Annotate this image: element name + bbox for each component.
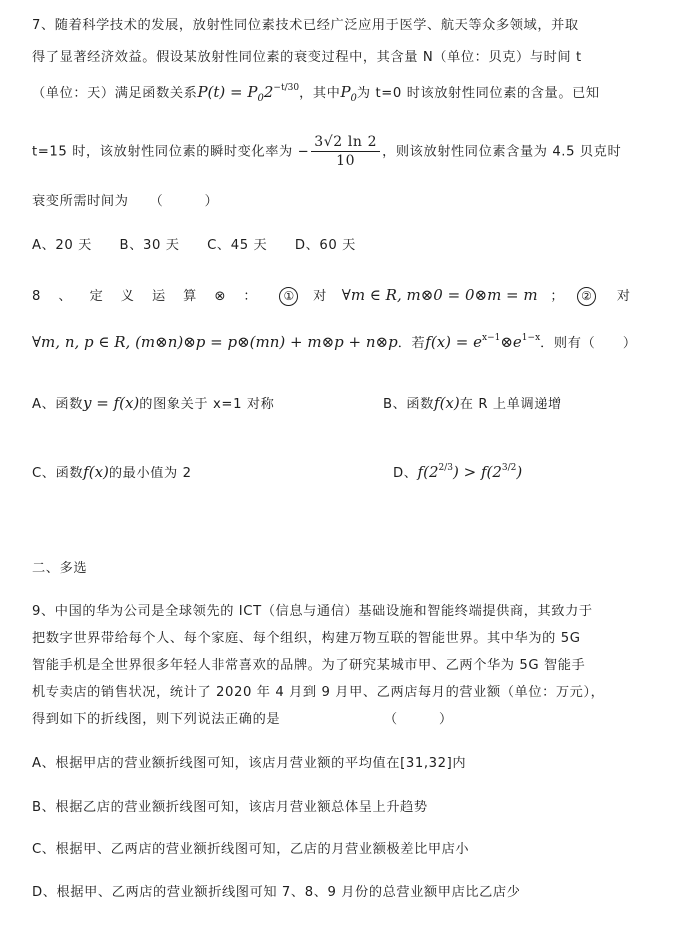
section-heading: 二、多选 xyxy=(32,561,88,576)
q8-text: ．则有（ ） xyxy=(540,336,637,351)
q7-text: 为 t=0 时该放射性同位素的含量。已知 xyxy=(356,86,600,101)
q7-text: ，其中 xyxy=(299,86,341,101)
q9-line-1: 9、中国的华为公司是全球领先的 ICT（信息与通信）基础设施和智能终端提供商，其致力于 xyxy=(32,604,593,619)
q8-rule-2: ∀m, n, p ∈ R, (m⊗n)⊗p = p⊗(mn) + m⊗p + n⊗p xyxy=(32,333,398,351)
q7-options: A、20 天 B、30 天 C、45 天 D、60 天 xyxy=(32,238,356,253)
q8-function: $f(x) = e^{x-1}\otimes e^{1-x}$ xyxy=(425,333,541,351)
q7-fraction: $\frac{3√2 \ln 2}{10}$ xyxy=(311,134,380,169)
q7-line-3 xyxy=(32,82,600,104)
q8-option-c: C、函数f(x)的最小值为 2 xyxy=(32,463,192,481)
q7-text: t=15 时，该放射性同位素的瞬时变化率为 − xyxy=(32,144,310,160)
circled-2-icon: ② xyxy=(577,287,596,306)
q7-line-2: 得了显著经济效益。假设某放射性同位素的衰变过程中，其含量 N（单位：贝克）与时间 t xyxy=(32,50,582,65)
q8-option-b: B、函数f(x)在 R 上单调递增 xyxy=(383,394,562,412)
q9-option-d: D、根据甲、乙两店的营业额折线图可知 7、8、9 月份的总营业额甲店比乙店少 xyxy=(32,885,521,900)
q9-line-4: 机专卖店的销售状况，统计了 2020 年 4 月到 9 月甲、乙两店每月的营业额（单位：万元）， xyxy=(32,685,605,700)
q7-text: （单位：天）满足函数关系 xyxy=(32,86,198,101)
q8-line-2 xyxy=(32,332,637,351)
q9-line-3: 智能手机是全世界很多年轻人非常喜欢的品牌。为了研究某城市甲、乙两个华为 5G 智能手 xyxy=(32,658,586,673)
q7-text: ，则该放射性同位素含量为 4.5 贝克时 xyxy=(382,144,622,160)
q8-text: ； xyxy=(550,289,565,304)
circled-1-icon: ① xyxy=(279,287,298,306)
q7-line-4 xyxy=(32,134,621,169)
q9-line-2: 把数字世界带给每个人、每个家庭、每个组织，构建万物互联的智能世界。其中华为的 5G xyxy=(32,631,581,646)
q8-option-d: D、$f(2^{2/3}) > f(2^{3/2})$ xyxy=(393,463,523,481)
q7-symbol-p0: $P_0$ xyxy=(340,83,357,104)
q8-text: 对 xyxy=(616,289,631,304)
q8-rule-1: ∀m ∈ R, m⊗0 = 0⊗m = m xyxy=(341,286,538,304)
q9-option-b: B、根据乙店的营业额折线图可知，该店月营业额总体呈上升趋势 xyxy=(32,800,428,815)
q8-definition: 8、定义运算⊗： xyxy=(32,289,275,304)
q8-option-a: A、函数y = f(x)的图象关于 x=1 对称 xyxy=(32,394,275,412)
q7-formula: $P(t) = P_02^{-t/30}$ xyxy=(197,83,300,104)
q9-option-a: A、根据甲店的营业额折线图可知，该店月营业额的平均值在[31,32]内 xyxy=(32,756,467,771)
q9-line-5: 得到如下的折线图，则下列说法正确的是 （ ） xyxy=(32,712,453,727)
q8-text: ．若 xyxy=(397,336,426,351)
q8-line-1 xyxy=(32,285,631,306)
q7-line-5: 衰变所需时间为 （ ） xyxy=(32,194,219,209)
q8-text: 对 xyxy=(313,289,327,304)
q7-line-1: 7、随着科学技术的发展，放射性同位素技术已经广泛应用于医学、航天等众多领域，并取 xyxy=(32,18,579,33)
q9-option-c: C、根据甲、乙两店的营业额折线图可知，乙店的月营业额极差比甲店小 xyxy=(32,842,470,857)
